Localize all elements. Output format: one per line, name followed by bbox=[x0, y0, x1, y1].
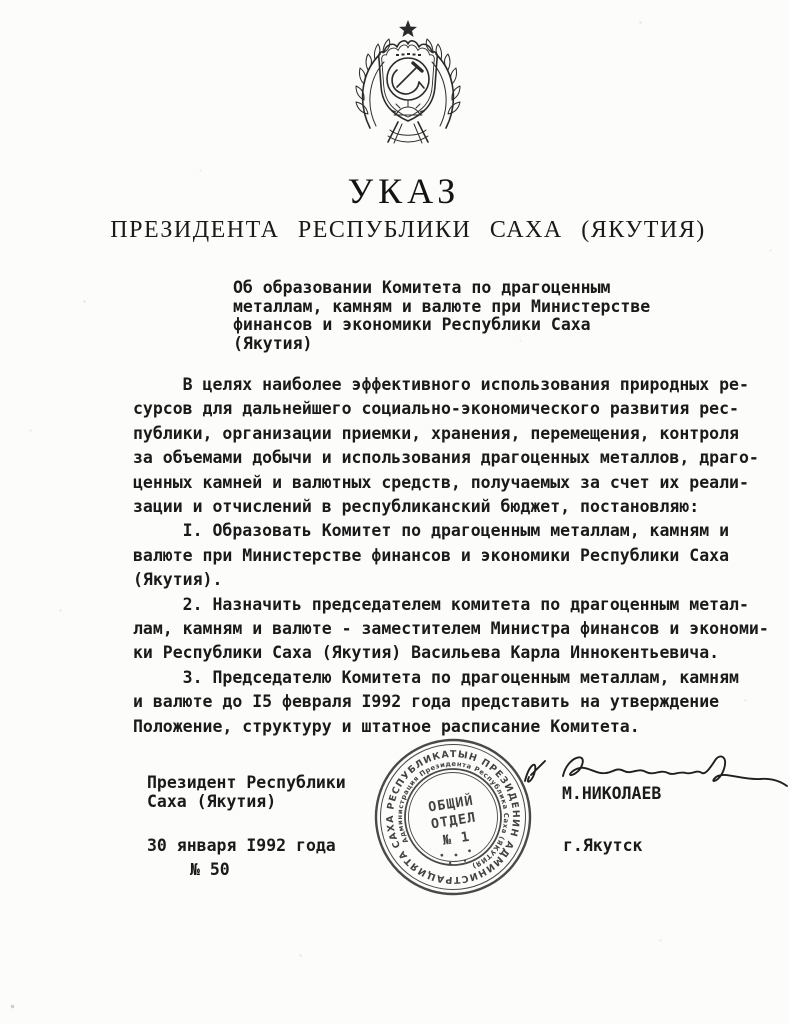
body-line: 2. Назначить председателем комитета по драгоценным метал- bbox=[133, 594, 749, 614]
hammer-and-sickle-icon bbox=[392, 63, 424, 94]
subject-line: Об образовании Комитета по драгоценным bbox=[233, 278, 611, 297]
signatory-title-line: Саха (Якутия) bbox=[147, 792, 277, 811]
decree-date: 30 января I992 года bbox=[147, 836, 336, 855]
svg-text:ОТДЕЛ: ОТДЕЛ bbox=[429, 809, 478, 833]
stamp-outer-ring-text: САХА РЕСПУБЛИКАТЫН ПРЕЗИДЕНИН АДМИНИСТРАЦИЯТА bbox=[384, 749, 522, 886]
decree-body bbox=[133, 373, 769, 739]
body-line: валюте при Министерстве финансов и экономики Республики Саха bbox=[133, 545, 730, 565]
body-line: и валюте до I5 февраля I992 года представить на утверждение bbox=[133, 692, 720, 712]
body-line: за объемами добычи и использования драгоценных металлов, драго- bbox=[133, 448, 759, 468]
body-line: 3. Председателю Комитета по драгоценным металлам, камням bbox=[133, 667, 739, 687]
document-title: УКАЗ bbox=[347, 171, 461, 211]
stamp-inner-ring-text: Администрация Президента Республика Саха (ЯКУТИЯ) bbox=[395, 759, 511, 871]
wheat-wreath-left bbox=[356, 39, 390, 128]
svg-text:№ 1: № 1 bbox=[441, 828, 472, 849]
body-line: ценных камней и валютных средств, получаемых за счет их реали- bbox=[133, 472, 749, 492]
body-line: сурсов для дальнейшего социально-экономического развития рес- bbox=[133, 399, 739, 419]
decree-subject bbox=[233, 279, 650, 353]
rising-sun-icon bbox=[391, 101, 425, 115]
body-line: ки Республики Саха (Якутия) Васильева Карла Иннокентьевича. bbox=[133, 643, 720, 663]
body-line: В целях наиболее эффективного использования природных ре- bbox=[133, 375, 749, 394]
scan-noise bbox=[0, 0, 1, 1]
soviet-coat-of-arms-icon bbox=[350, 18, 466, 148]
body-line: Положение, структуру и штатное расписание Комитета. bbox=[133, 716, 640, 736]
body-line: (Якутия). bbox=[133, 570, 223, 590]
subject-line: металлам, камням и валюте при Министерстве bbox=[233, 296, 651, 316]
body-line: I. Образовать Комитет по драгоценным металлам, камням и bbox=[133, 521, 730, 541]
body-line: зации и отчислений в республиканский бюджет, постановляю: bbox=[133, 497, 700, 517]
document-subtitle: ПРЕЗИДЕНТА РЕСПУБЛИКИ САХА (ЯКУТИЯ) bbox=[110, 217, 706, 243]
wheat-wreath-right bbox=[426, 39, 460, 128]
subject-line: (Якутия) bbox=[233, 333, 313, 353]
signatory-title-line: Президент Республики bbox=[147, 773, 346, 792]
body-line: лам, камням и валюте - заместителем Министра финансов и экономи- bbox=[133, 619, 769, 639]
subject-line: финансов и экономики Республики Саха bbox=[233, 315, 591, 335]
stamp-center-text bbox=[427, 792, 483, 867]
signature-city: г.Якутск bbox=[563, 836, 643, 855]
body-line: публики, организации приемки, хранения, перемещения, контроля bbox=[133, 423, 739, 443]
star-icon bbox=[399, 20, 417, 37]
signatory-title bbox=[147, 773, 346, 811]
motto-marks bbox=[396, 53, 421, 56]
signatory-name: М.НИКОЛАЕВ bbox=[562, 784, 662, 803]
ribbon-icon bbox=[388, 122, 428, 143]
decree-number: № 50 bbox=[190, 860, 230, 879]
svg-text:ОБЩИЙ: ОБЩИЙ bbox=[427, 792, 475, 816]
